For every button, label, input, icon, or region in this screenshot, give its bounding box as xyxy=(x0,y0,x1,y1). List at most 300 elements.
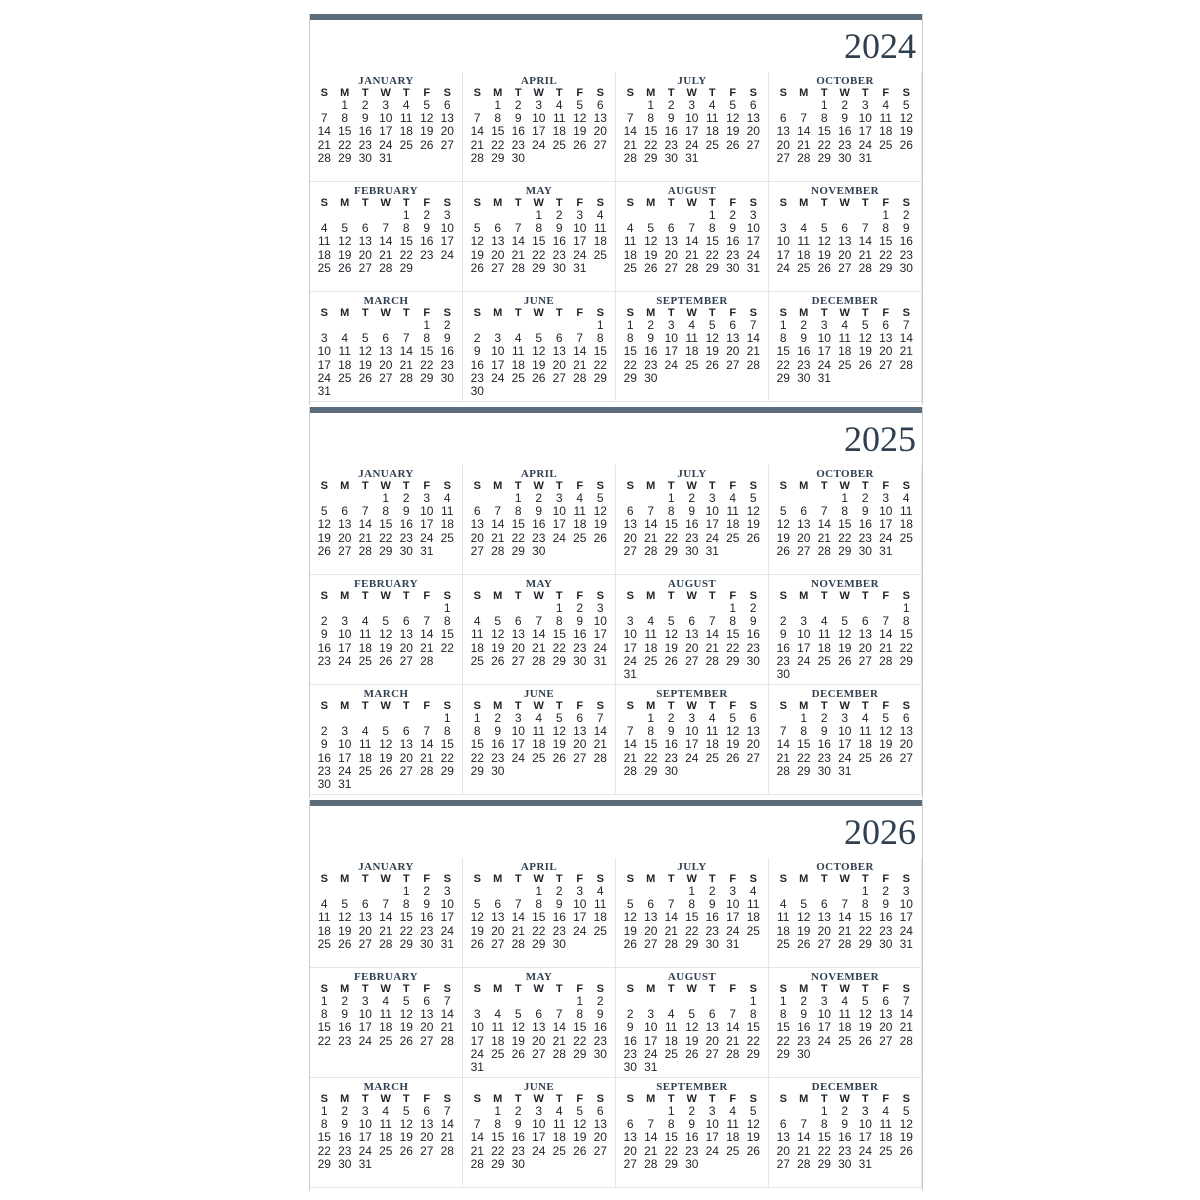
day-cell: 25 xyxy=(317,936,331,951)
month-name: NOVEMBER xyxy=(811,185,879,197)
day-cell: 6 xyxy=(708,1007,716,1022)
weekday-label: S xyxy=(749,307,757,319)
day-cell: 15 xyxy=(511,517,525,532)
day-cell: 4 xyxy=(514,331,522,346)
day-cell: 16 xyxy=(797,344,811,359)
day-cell: 12 xyxy=(726,111,740,126)
weekday-label: W xyxy=(533,873,544,885)
day-cell: 31 xyxy=(746,260,760,275)
day-cell: 1 xyxy=(861,884,869,898)
day-cell: 13 xyxy=(838,234,852,249)
day-grid xyxy=(769,209,921,275)
day-cell: 30 xyxy=(399,543,413,558)
day-cell: 14 xyxy=(726,1020,740,1035)
day-cell: 29 xyxy=(552,653,566,668)
day-cell: 25 xyxy=(379,1143,393,1158)
day-grid xyxy=(310,885,462,951)
weekday-label: T xyxy=(861,480,869,492)
weekday-label: S xyxy=(749,873,757,885)
day-cell: 18 xyxy=(838,1020,852,1035)
day-cell: 24 xyxy=(470,1046,484,1061)
weekday-label: T xyxy=(820,197,828,209)
day-cell: 8 xyxy=(861,897,869,912)
day-cell: 11 xyxy=(359,627,372,642)
day-cell: 6 xyxy=(902,711,910,725)
day-cell: 5 xyxy=(341,221,349,236)
weekday-label: M xyxy=(799,87,809,99)
day-cell: 15 xyxy=(623,344,637,359)
day-cell: 24 xyxy=(420,530,434,545)
month-december-2025 xyxy=(769,685,922,795)
day-cell: 14 xyxy=(470,124,484,139)
day-cell: 7 xyxy=(535,614,543,629)
day-cell: 28 xyxy=(797,150,811,165)
day-cell: 30 xyxy=(338,1156,352,1171)
day-cell: 6 xyxy=(514,614,522,629)
day-cell: 25 xyxy=(573,530,587,545)
day-cell: 5 xyxy=(576,1104,584,1118)
day-cell: 22 xyxy=(664,1143,678,1158)
day-cell: 8 xyxy=(320,1007,328,1022)
day-cell: 26 xyxy=(776,543,790,558)
day-cell: 8 xyxy=(423,331,431,346)
day-cell: 6 xyxy=(749,98,757,112)
day-cell: 11 xyxy=(400,111,413,126)
day-cell: 17 xyxy=(705,517,719,532)
day-cell: 9 xyxy=(667,111,675,126)
day-cell: 21 xyxy=(899,1020,913,1035)
day-cell: 7 xyxy=(382,897,390,912)
month-name: FEBRUARY xyxy=(354,185,418,197)
day-cell: 17 xyxy=(776,247,790,262)
day-cell: 21 xyxy=(623,750,637,765)
day-cell: 27 xyxy=(379,370,393,385)
day-cell: 7 xyxy=(708,614,716,629)
day-cell: 27 xyxy=(593,1143,607,1158)
day-cell: 8 xyxy=(779,1007,787,1022)
day-cell: 15 xyxy=(532,234,546,249)
weekday-label: M xyxy=(340,590,350,602)
day-cell: 12 xyxy=(470,910,484,925)
day-cell: 20 xyxy=(420,1130,434,1145)
weekday-label: T xyxy=(361,873,369,885)
day-cell: 4 xyxy=(688,318,696,332)
day-cell: 11 xyxy=(685,331,698,346)
day-cell: 10 xyxy=(899,897,913,912)
day-cell: 24 xyxy=(899,923,913,938)
day-cell: 2 xyxy=(535,491,543,505)
day-cell: 24 xyxy=(746,247,760,262)
day-cell: 21 xyxy=(440,1130,454,1145)
day-cell: 19 xyxy=(746,1130,760,1145)
day-cell: 24 xyxy=(532,1143,546,1158)
day-cell: 18 xyxy=(532,737,546,752)
day-cell: 15 xyxy=(491,1130,505,1145)
weekday-label: F xyxy=(423,983,431,995)
weekday-label: S xyxy=(320,87,328,99)
day-cell: 11 xyxy=(747,897,760,912)
weekday-label: W xyxy=(839,983,850,995)
day-cell: 22 xyxy=(705,247,719,262)
day-cell: 18 xyxy=(511,357,525,372)
day-cell: 10 xyxy=(420,504,434,519)
weekday-label: S xyxy=(320,590,328,602)
day-cell: 30 xyxy=(797,1046,811,1061)
weekday-label: M xyxy=(493,197,503,209)
weekday-label: W xyxy=(839,480,850,492)
day-cell: 8 xyxy=(688,897,696,912)
day-grid xyxy=(310,492,462,558)
day-cell: 16 xyxy=(879,910,893,925)
day-cell: 20 xyxy=(593,1130,607,1145)
day-cell: 31 xyxy=(358,1156,372,1171)
day-cell: 15 xyxy=(440,737,454,752)
day-cell: 26 xyxy=(899,1143,913,1158)
day-cell: 28 xyxy=(358,543,372,558)
day-cell: 14 xyxy=(797,124,811,139)
month-grid xyxy=(310,465,922,795)
day-cell: 18 xyxy=(552,124,566,139)
month-name: FEBRUARY xyxy=(354,971,418,983)
day-cell: 23 xyxy=(879,923,893,938)
weekday-label: W xyxy=(839,87,850,99)
month-name: MARCH xyxy=(363,688,409,700)
day-cell: 14 xyxy=(358,517,372,532)
day-cell: 11 xyxy=(532,724,545,739)
weekday-label: S xyxy=(626,700,634,712)
day-cell: 5 xyxy=(800,897,808,912)
weekday-label: S xyxy=(902,873,910,885)
day-cell: 23 xyxy=(358,137,372,152)
day-cell: 23 xyxy=(664,137,678,152)
day-cell: 13 xyxy=(879,331,893,346)
weekday-label: S xyxy=(320,873,328,885)
day-cell: 27 xyxy=(858,653,872,668)
day-cell: 6 xyxy=(402,724,410,739)
month-october-2026 xyxy=(769,858,922,968)
day-cell: 2 xyxy=(423,884,431,898)
day-cell: 3 xyxy=(708,491,716,505)
month-september-2024 xyxy=(616,292,769,402)
weekday-label: W xyxy=(839,307,850,319)
day-cell: 19 xyxy=(358,357,372,372)
day-cell: 28 xyxy=(623,150,637,165)
weekday-label: M xyxy=(493,87,503,99)
day-cell: 5 xyxy=(882,711,890,725)
day-cell: 12 xyxy=(338,910,352,925)
weekday-label: F xyxy=(882,700,890,712)
day-cell: 30 xyxy=(705,936,719,951)
day-cell: 9 xyxy=(555,221,563,236)
day-cell: 25 xyxy=(379,1033,393,1048)
day-cell: 8 xyxy=(779,331,787,346)
day-cell: 22 xyxy=(317,1033,331,1048)
day-cell: 10 xyxy=(797,627,811,642)
day-cell: 19 xyxy=(623,923,637,938)
weekday-label: S xyxy=(749,983,757,995)
day-cell: 1 xyxy=(555,601,563,615)
weekday-label: T xyxy=(555,87,563,99)
weekday-label: T xyxy=(667,480,675,492)
weekday-label: T xyxy=(708,983,716,995)
day-cell: 1 xyxy=(514,491,522,505)
weekday-label: M xyxy=(493,1093,503,1105)
day-cell: 9 xyxy=(800,1007,808,1022)
day-cell: 10 xyxy=(817,331,831,346)
day-cell: 2 xyxy=(729,208,737,222)
day-cell: 20 xyxy=(879,1020,893,1035)
day-cell: 4 xyxy=(576,491,584,505)
day-cell: 8 xyxy=(514,504,522,519)
day-cell: 29 xyxy=(726,653,740,668)
day-cell: 29 xyxy=(899,653,913,668)
day-cell: 26 xyxy=(358,370,372,385)
month-name: APRIL xyxy=(520,468,558,480)
day-cell: 2 xyxy=(800,318,808,332)
day-cell: 16 xyxy=(817,737,831,752)
weekday-label: S xyxy=(749,87,757,99)
weekday-label: M xyxy=(799,700,809,712)
year-title: 2026 xyxy=(844,812,916,852)
day-cell: 25 xyxy=(593,247,607,262)
day-cell: 3 xyxy=(688,98,696,112)
day-cell: 5 xyxy=(361,331,369,346)
weekday-label: W xyxy=(533,983,544,995)
weekday-label: S xyxy=(320,480,328,492)
day-cell: 14 xyxy=(797,1130,811,1145)
day-cell: 11 xyxy=(879,111,892,126)
day-cell: 14 xyxy=(470,1130,484,1145)
day-cell: 21 xyxy=(420,640,434,655)
weekday-label: T xyxy=(555,1093,563,1105)
day-cell: 25 xyxy=(817,653,831,668)
day-cell: 26 xyxy=(644,260,658,275)
day-cell: 29 xyxy=(664,1156,678,1171)
weekday-label: F xyxy=(576,983,584,995)
day-cell: 3 xyxy=(361,994,369,1008)
day-cell: 25 xyxy=(746,923,760,938)
day-cell: 26 xyxy=(399,1143,413,1158)
day-cell: 15 xyxy=(879,234,893,249)
day-cell: 4 xyxy=(320,897,328,912)
day-cell: 28 xyxy=(726,1046,740,1061)
day-cell: 12 xyxy=(593,504,607,519)
weekday-label: S xyxy=(779,307,787,319)
day-cell: 15 xyxy=(338,124,352,139)
day-cell: 12 xyxy=(685,1020,699,1035)
day-cell: 5 xyxy=(535,331,543,346)
day-cell: 19 xyxy=(552,737,566,752)
day-cell: 14 xyxy=(511,234,525,249)
weekday-label: M xyxy=(340,87,350,99)
weekday-label: T xyxy=(708,307,716,319)
day-cell: 4 xyxy=(341,331,349,346)
day-cell: 8 xyxy=(667,504,675,519)
month-name: FEBRUARY xyxy=(354,578,418,590)
day-cell: 28 xyxy=(797,1156,811,1171)
day-cell: 10 xyxy=(532,1117,546,1132)
day-cell: 12 xyxy=(399,1117,413,1132)
day-cell: 26 xyxy=(746,530,760,545)
day-cell: 12 xyxy=(358,344,372,359)
day-cell: 31 xyxy=(726,936,740,951)
day-cell: 22 xyxy=(491,137,505,152)
day-cell: 18 xyxy=(644,640,658,655)
day-cell: 5 xyxy=(729,98,737,112)
day-cell: 8 xyxy=(882,221,890,236)
weekday-label: M xyxy=(493,480,503,492)
day-cell: 24 xyxy=(532,137,546,152)
day-cell: 24 xyxy=(317,370,331,385)
day-cell: 20 xyxy=(685,640,699,655)
day-cell: 17 xyxy=(470,1033,484,1048)
weekday-label: S xyxy=(749,700,757,712)
weekday-label: T xyxy=(667,700,675,712)
day-cell: 30 xyxy=(552,936,566,951)
day-cell: 30 xyxy=(685,1156,699,1171)
day-cell: 25 xyxy=(470,653,484,668)
day-cell: 27 xyxy=(644,936,658,951)
day-grid xyxy=(616,885,768,951)
day-cell: 20 xyxy=(440,124,454,139)
day-cell: 29 xyxy=(879,260,893,275)
day-cell: 22 xyxy=(776,357,790,372)
weekday-label: S xyxy=(473,1093,481,1105)
day-cell: 16 xyxy=(491,737,505,752)
day-cell: 25 xyxy=(593,923,607,938)
day-cell: 6 xyxy=(443,98,451,112)
weekday-label: T xyxy=(708,480,716,492)
day-cell: 29 xyxy=(838,543,852,558)
day-cell: 24 xyxy=(338,763,352,778)
day-cell: 15 xyxy=(776,344,790,359)
day-cell: 17 xyxy=(440,234,454,249)
day-cell: 6 xyxy=(749,711,757,725)
weekday-label: S xyxy=(443,480,451,492)
weekday-label: T xyxy=(820,480,828,492)
weekday-label: T xyxy=(514,873,522,885)
day-cell: 16 xyxy=(532,517,546,532)
day-cell: 18 xyxy=(776,923,790,938)
day-cell: 28 xyxy=(511,260,525,275)
month-name: MAY xyxy=(525,185,553,197)
day-cell: 6 xyxy=(423,1104,431,1118)
day-cell: 21 xyxy=(317,137,331,152)
day-cell: 9 xyxy=(494,724,502,739)
day-cell: 22 xyxy=(532,247,546,262)
day-cell: 24 xyxy=(573,247,587,262)
weekday-label: W xyxy=(686,700,697,712)
day-cell: 6 xyxy=(535,1007,543,1022)
day-cell: 19 xyxy=(379,640,393,655)
day-cell: 12 xyxy=(317,517,331,532)
day-cell: 24 xyxy=(858,1143,872,1158)
day-cell: 5 xyxy=(841,614,849,629)
day-cell: 19 xyxy=(573,124,587,139)
day-cell: 3 xyxy=(494,331,502,346)
day-cell: 22 xyxy=(879,247,893,262)
day-cell: 26 xyxy=(817,260,831,275)
day-cell: 9 xyxy=(882,897,890,912)
day-cell: 5 xyxy=(902,98,910,112)
day-cell: 17 xyxy=(440,910,454,925)
day-cell: 19 xyxy=(379,750,393,765)
day-cell: 16 xyxy=(317,640,331,655)
day-cell: 22 xyxy=(817,1143,831,1158)
day-cell: 26 xyxy=(746,1143,760,1158)
day-cell: 7 xyxy=(361,504,369,519)
day-cell: 20 xyxy=(664,247,678,262)
day-cell: 9 xyxy=(555,897,563,912)
day-cell: 26 xyxy=(379,653,393,668)
day-cell: 1 xyxy=(494,98,502,112)
day-cell: 10 xyxy=(746,221,760,236)
day-cell: 31 xyxy=(317,383,331,398)
day-cell: 23 xyxy=(440,357,454,372)
day-cell: 16 xyxy=(746,627,760,642)
day-cell: 14 xyxy=(379,910,393,925)
weekday-label: M xyxy=(340,873,350,885)
day-cell: 26 xyxy=(797,936,811,951)
weekday-label: T xyxy=(667,983,675,995)
weekday-label: M xyxy=(340,480,350,492)
day-cell: 9 xyxy=(596,1007,604,1022)
day-cell: 9 xyxy=(861,504,869,519)
day-cell: 26 xyxy=(726,750,740,765)
day-cell: 12 xyxy=(664,627,678,642)
weekday-label: W xyxy=(686,873,697,885)
day-cell: 30 xyxy=(623,1059,637,1074)
weekday-label: M xyxy=(646,873,656,885)
day-cell: 30 xyxy=(746,653,760,668)
day-cell: 26 xyxy=(470,936,484,951)
day-cell: 14 xyxy=(440,1117,454,1132)
month-name: JANUARY xyxy=(358,468,414,480)
day-cell: 15 xyxy=(664,1130,678,1145)
month-february-2026 xyxy=(310,968,463,1078)
weekday-label: T xyxy=(820,983,828,995)
day-cell: 14 xyxy=(664,910,678,925)
day-cell: 25 xyxy=(552,137,566,152)
day-cell: 29 xyxy=(664,543,678,558)
day-cell: 8 xyxy=(708,221,716,236)
day-cell: 15 xyxy=(552,627,566,642)
day-cell: 16 xyxy=(338,1020,352,1035)
weekday-label: W xyxy=(380,480,391,492)
weekday-header xyxy=(616,983,768,995)
three-year-calendar xyxy=(309,14,923,1191)
weekday-label: M xyxy=(646,1093,656,1105)
weekday-label: M xyxy=(340,983,350,995)
day-cell: 22 xyxy=(317,1143,331,1158)
day-cell: 9 xyxy=(341,1007,349,1022)
weekday-label: T xyxy=(708,590,716,602)
weekday-label: S xyxy=(749,197,757,209)
day-cell: 15 xyxy=(317,1130,331,1145)
day-cell: 20 xyxy=(491,923,505,938)
weekday-label: F xyxy=(423,197,431,209)
day-cell: 30 xyxy=(552,260,566,275)
day-cell: 19 xyxy=(399,1130,413,1145)
day-cell: 26 xyxy=(317,543,331,558)
day-cell: 11 xyxy=(379,1117,392,1132)
day-grid xyxy=(310,995,462,1048)
weekday-label: W xyxy=(380,87,391,99)
day-cell: 3 xyxy=(443,884,451,898)
weekday-label: W xyxy=(686,307,697,319)
day-cell: 30 xyxy=(664,763,678,778)
month-june-2025 xyxy=(463,685,616,795)
